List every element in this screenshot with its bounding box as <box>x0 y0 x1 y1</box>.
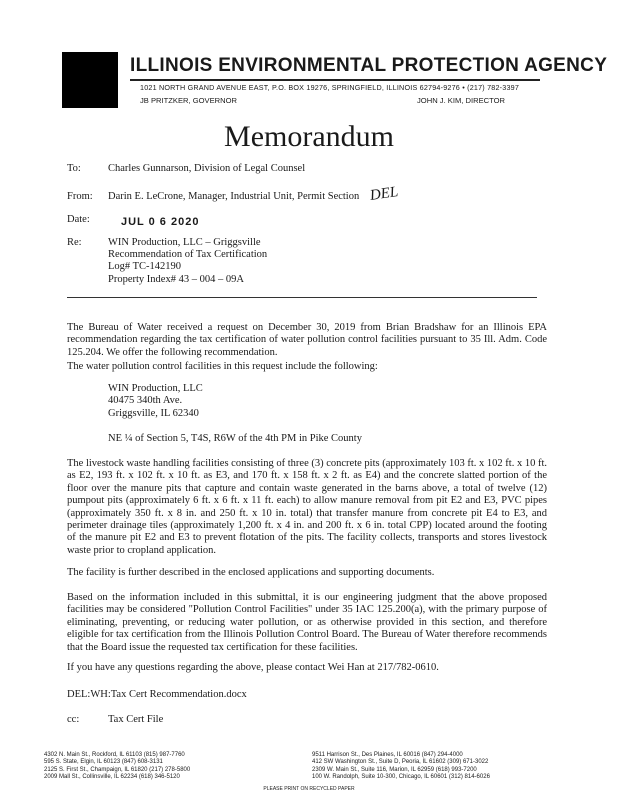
re-label: Re: <box>67 237 82 248</box>
to-value: Charles Gunnarson, Division of Legal Counsel <box>108 163 306 174</box>
re-line: Log# TC-142190 <box>108 261 182 273</box>
cc-value: Tax Cert File <box>108 714 164 725</box>
paragraph-recommendation: Based on the information included in this submittal, it is our engineering judgment that the above proposed facilities may be considered "Pollution Control Facilities" under 35 IAC 125.200(a), with the primary purpose of eliminating, preventing, or reducing water pollution, or as otherwise provided in this section, and therefore eligible for tax certification from the Illinois Pollution Control Board. The Bureau of Water therefore recommends that the Board issue the requested tax certification for these facilities. <box>67 592 547 653</box>
footer-office: 4302 N. Main St., Rockford, IL 61103 (815) 987-7760 <box>44 752 185 758</box>
date-stamp: JUL 0 6 2020 <box>121 216 200 228</box>
re-line: WIN Production, LLC – Griggsville <box>108 237 261 248</box>
re-block <box>108 237 267 286</box>
paragraph-facility-description: The livestock waste handling facilities consisting of three (3) concrete pits (approximately 103 ft. x 102 ft. x 10 ft. as E2, 193 ft. x 102 ft. x 10 ft. as E3, and 170 ft. x 158 ft. x 2 ft. as E4) and the concrete slatted portion of the floor over the manure pits that capture and contain waste generated in the barns above, a total of twelve (12) pumpout pits (approximately 6 ft. x 6 ft. x 11 ft. each) to allow manure removal from pit E2 and E3, PVC pipes (approximately 350 ft. x 8 in. and 250 ft. x 10 in. total) that transfer manure from concrete pit E4 to E3, and perimeter drainage tiles (approximately 1,200 ft. x 4 in. and 200 ft. x 6 in. total CPP) located around the footing of the manure pit E2 and E3 to prevent flotation of the pits. The facility collects, transports and stores livestock waste prior to cropland application. <box>67 458 547 556</box>
file-reference: DEL:WH:Tax Cert Recommendation.docx <box>67 689 247 700</box>
re-line: Property Index# 43 – 004 – 09A <box>108 273 244 285</box>
cc-label: cc: <box>67 714 80 725</box>
paragraph-request: The Bureau of Water received a request on December 30, 2019 from Brian Bradshaw for an Illinois EPA recommendation regarding the tax certification of water pollution control facilities pursuant to 35 Ill. Adm. Code 125.204. We offer the following recommendation. <box>67 322 547 358</box>
paragraph-facilities-intro: The water pollution control facilities in this request include the following: <box>67 361 378 372</box>
footer-office: 2009 Mall St., Collinsville, IL 62234 (618) 346-5120 <box>44 774 180 781</box>
facility-address-line: WIN Production, LLC <box>108 383 203 394</box>
facility-address <box>108 383 203 420</box>
re-line: Recommendation of Tax Certification <box>108 249 268 261</box>
governor-line: JB PRITZKER, GOVERNOR <box>140 96 238 105</box>
agency-logo <box>62 52 118 108</box>
date-label: Date: <box>67 214 90 225</box>
from-value: Darin E. LeCrone, Manager, Industrial Unit, Permit Section <box>108 191 360 202</box>
footer-office: 9511 Harrison St., Des Plaines, IL 60016 (847) 294-4000 <box>312 752 463 758</box>
footer-office: 595 S. State, Elgin, IL 60123 (847) 608-3131 <box>44 759 163 766</box>
agency-address: 1021 NORTH GRAND AVENUE EAST, P.O. BOX 19276, SPRINGFIELD, ILLINOIS 62794-9276 • (217) 782-3397 <box>140 83 520 92</box>
recycled-note: PLEASE PRINT ON RECYCLED PAPER <box>263 786 355 792</box>
footer-offices-left <box>44 752 190 782</box>
facility-location: NE ¼ of Section 5, T4S, R6W of the 4th PM in Pike County <box>108 433 362 444</box>
footer-office: 2125 S. First St., Champaign, IL 61820 (217) 278-5800 <box>44 766 191 773</box>
paragraph-contact: If you have any questions regarding the above, please contact Wei Han at 217/782-0610. <box>67 662 439 673</box>
agency-name: ILLINOIS ENVIRONMENTAL PROTECTION AGENCY <box>130 55 608 76</box>
header-divider <box>67 297 537 298</box>
footer-office: 100 W. Randolph, Suite 10-300, Chicago, IL 60601 (312) 814-6026 <box>312 774 490 781</box>
to-label: To: <box>67 163 81 174</box>
handwritten-initials: DEL <box>368 184 400 204</box>
footer-offices-right <box>312 752 490 782</box>
paragraph-enclosures: The facility is further described in the enclosed applications and supporting documents. <box>67 567 435 578</box>
director-line: JOHN J. KIM, DIRECTOR <box>417 96 506 105</box>
facility-address-line: Griggsville, IL 62340 <box>108 407 199 419</box>
letterhead-rule <box>130 79 540 81</box>
footer-office: 2309 W. Main St., Suite 116, Marion, IL 62959 (618) 993-7200 <box>312 766 477 773</box>
footer-office: 412 SW Washington St., Suite D, Peoria, IL 61602 (309) 671-3022 <box>312 759 489 766</box>
from-label: From: <box>67 191 93 202</box>
facility-address-line: 40475 340th Ave. <box>108 395 183 407</box>
memo-title: Memorandum <box>224 120 394 153</box>
